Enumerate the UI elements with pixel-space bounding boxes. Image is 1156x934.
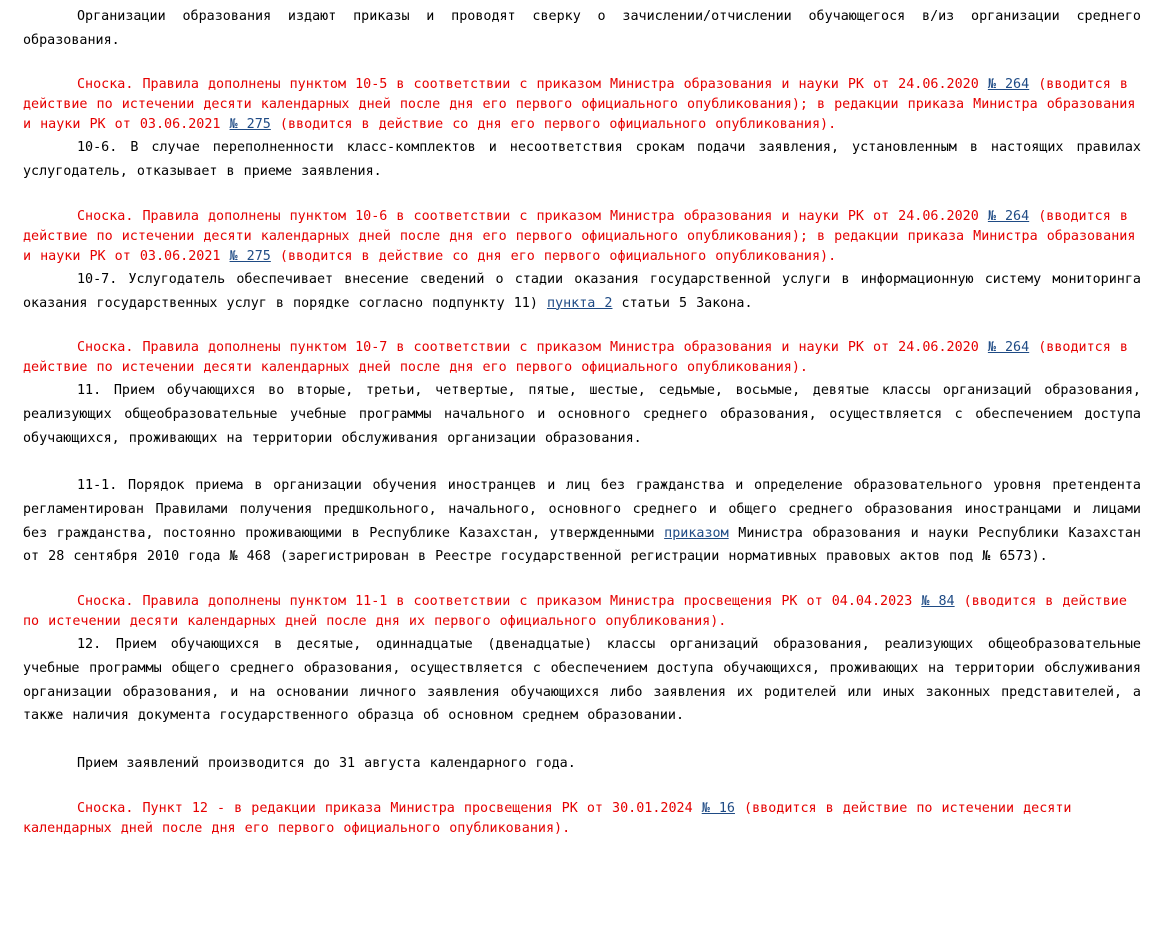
text-run: (вводится в действие по истечении десяти календарных дней после дня его первого официального опубликования); в редакции приказа Министра образования и науки РК от 03.06.2021 — [23, 77, 1136, 133]
order-link[interactable]: № 84 — [921, 594, 955, 610]
text-run: (вводится в действие по истечении десяти календарных дней после дня его первого официального опубликования). — [23, 800, 1072, 836]
law-article-link[interactable]: пункта 2 — [546, 295, 613, 311]
text-run: 11. Прием обучающихся во вторые, третьи, четвертые, пятые, шестые, седьмые, восьмые, девятые классы организаций образования, реализующих общеобразовательные учебные программы начального и основного среднего образования, осуществляется с обеспечением доступа обучающихся, проживающих на территории обслуживания организации образования. — [23, 383, 1141, 446]
paragraph-11-1 — [23, 474, 1141, 569]
text-run: Сноска. Правила дополнены пунктом 10-5 в соответствии с приказом Министра образования и науки РК от 24.06.2020 — [77, 77, 988, 93]
footnote-11-1 — [23, 592, 1141, 632]
order-link[interactable]: № 264 — [987, 208, 1030, 224]
footnote-12 — [23, 799, 1141, 839]
text-run: Сноска. Правила дополнены пунктом 10-6 в соответствии с приказом Министра образования и науки РК от 24.06.2020 — [77, 208, 988, 224]
text-run: 12. Прием обучающихся в десятые, одиннадцатые (двенадцатые) классы организаций образования, реализующих общеобразовательные учебные программы общего среднего образования, осуществляется с обеспечением доступа обучающихся, проживающих на территории обслуживания организации образования, и на основании личного заявления обучающихся либо заявления их родителей или иных законных представителей, а также наличия документа государственного образца об основном среднем образовании. — [23, 637, 1141, 724]
text-run: (вводится в действие со дня его первого официального опубликования). — [270, 117, 837, 133]
text-run: Организации образования издают приказы и проводят сверку о зачислении/отчислении обучающегося в/из организации среднего образования. — [23, 9, 1141, 48]
text-run: (вводится в действие со дня его первого официального опубликования). — [270, 248, 837, 264]
footnote-10-6 — [23, 207, 1141, 267]
order-link[interactable]: № 264 — [987, 340, 1030, 356]
text-run: (вводится в действие по истечении десяти календарных дней после дня его первого официального опубликования). — [23, 340, 1128, 376]
paragraph-12 — [23, 633, 1141, 728]
order-link[interactable]: № 16 — [701, 800, 735, 816]
paragraph-11 — [23, 379, 1141, 450]
footnote-10-7 — [23, 338, 1141, 378]
paragraph-10-6 — [23, 136, 1141, 183]
text-run: 10-6. В случае переполненности класс-комплектов и несоответствия срокам подачи заявления, установленным в настоящих правилах услугодатель, отказывает в приеме заявления. — [23, 140, 1141, 180]
text-run: Сноска. Правила дополнены пунктом 11-1 в соответствии с приказом Министра просвещения РК от 04.04.2023 — [77, 594, 922, 610]
text-run: статьи 5 Закона. — [612, 295, 753, 311]
text-run: 10-7. Услугодатель обеспечивает внесение сведений о стадии оказания государственной услуги в информационную систему мониторинга оказания государственных услуг в порядке согласно подпункту 11) — [23, 271, 1141, 311]
footnote-10-5 — [23, 75, 1141, 135]
paragraph-12-deadline — [23, 752, 1141, 776]
text-run: Министра образования и науки Республики Казахстан от 28 сентября 2010 года № 468 (зарегистрирован в Реестре государственной регистрации нормативных правовых актов под № 6573). — [23, 525, 1141, 565]
text-run: (вводится в действие по истечении десяти календарных дней после дня их первого официального опубликования). — [23, 594, 1127, 630]
paragraph-10-7 — [23, 268, 1141, 315]
document-body — [23, 5, 1141, 839]
text-run: 11-1. Порядок приема в организации обучения иностранцев и лиц без гражданства и определение образовательного уровня претендента регламентирован Правилами получения предшкольного, начального, основного среднего и общего среднего образования иностранцами и лицами без гражданства, постоянно проживающими в Республике Казахстан, утвержденными — [23, 478, 1141, 541]
order-link[interactable]: приказом — [664, 525, 729, 541]
text-run: (вводится в действие по истечении десяти календарных дней после дня его первого официального опубликования); в редакции приказа Министра образования и науки РК от 03.06.2021 — [23, 208, 1136, 264]
order-link[interactable]: № 275 — [229, 117, 271, 133]
order-link[interactable]: № 264 — [987, 77, 1030, 93]
order-link[interactable]: № 275 — [229, 248, 271, 264]
paragraph-10-5-tail — [23, 5, 1141, 52]
text-run: Прием заявлений производится до 31 августа календарного года. — [77, 755, 576, 771]
text-run: Сноска. Правила дополнены пунктом 10-7 в соответствии с приказом Министра образования и науки РК от 24.06.2020 — [77, 340, 988, 356]
text-run: Сноска. Пункт 12 - в редакции приказа Министра просвещения РК от 30.01.2024 — [77, 800, 702, 816]
